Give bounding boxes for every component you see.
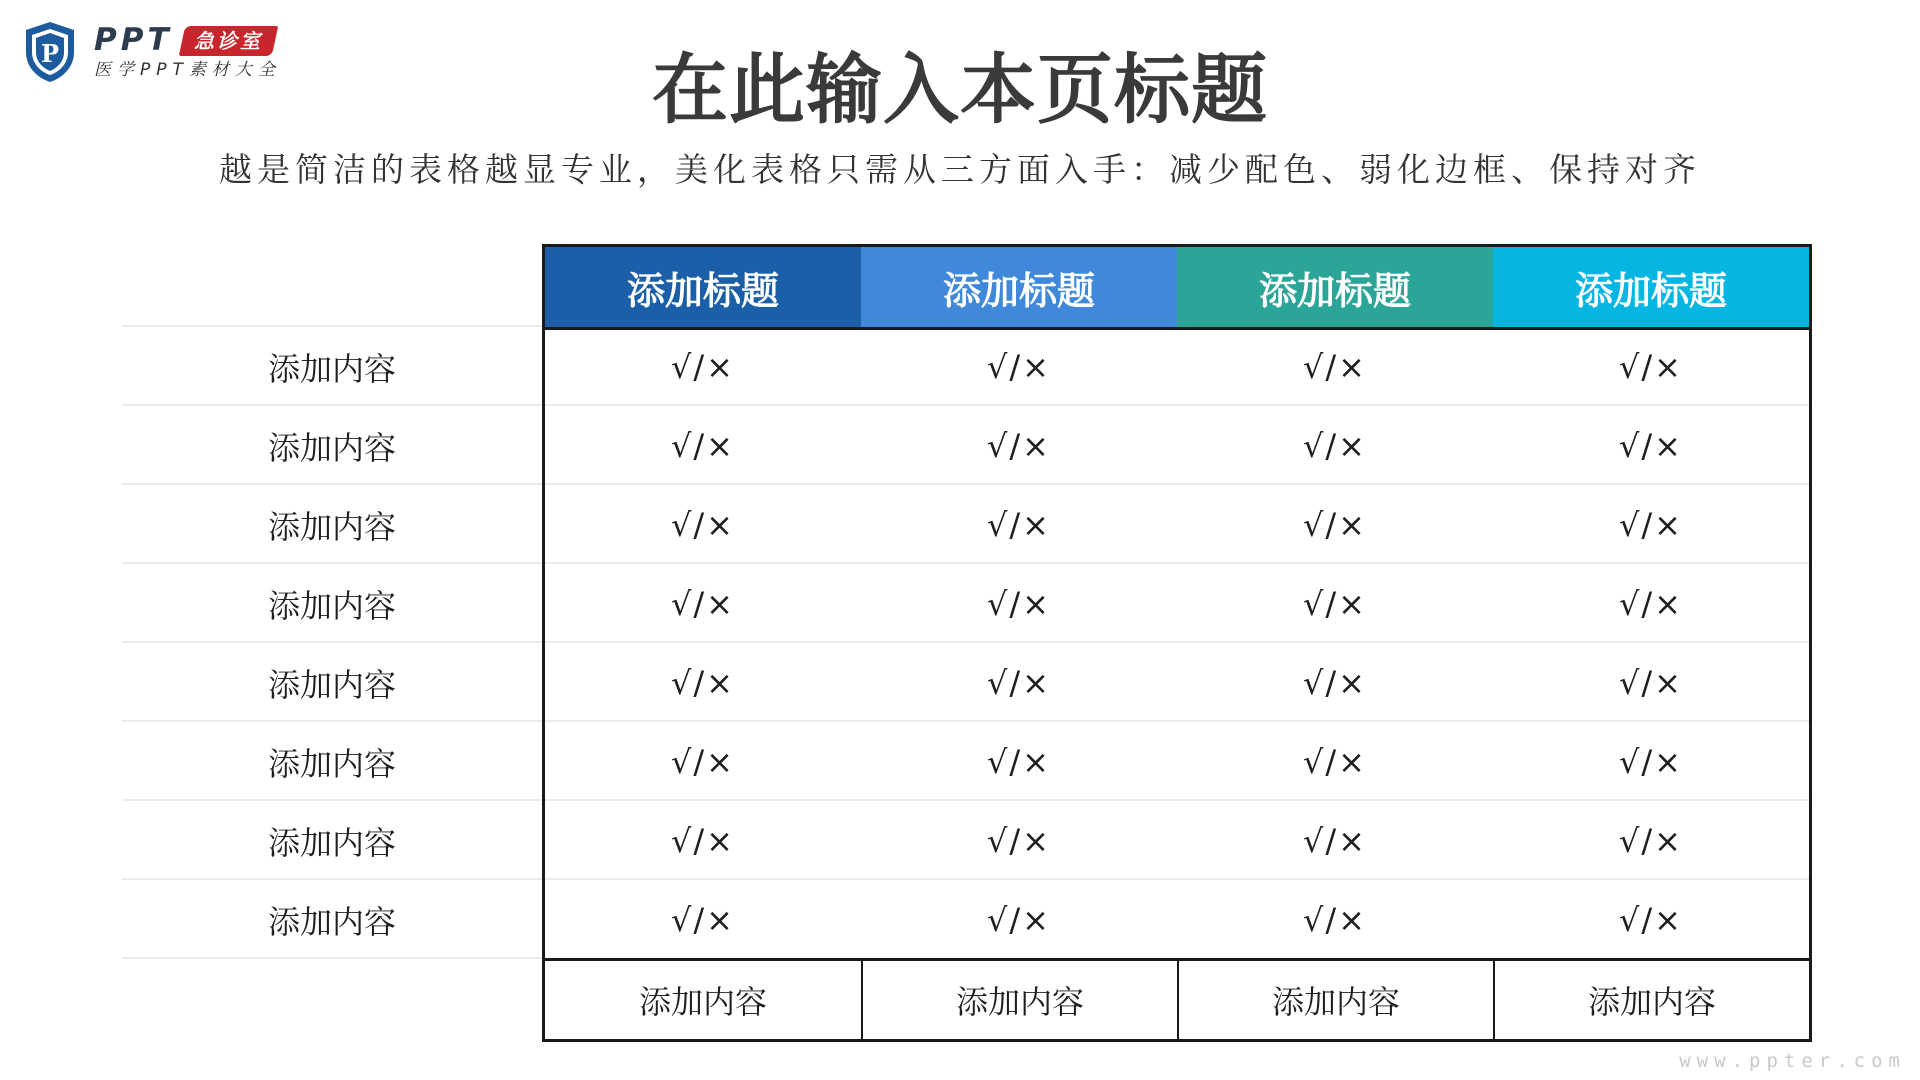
row-cells bbox=[545, 506, 1809, 544]
table-row bbox=[122, 406, 1810, 485]
table-cell: √/× bbox=[987, 663, 1051, 702]
table-cell: √/× bbox=[1619, 505, 1683, 544]
table-cell: √/× bbox=[671, 426, 735, 465]
table-cell: √/× bbox=[671, 821, 735, 860]
table-header-cell: 添加标题 bbox=[861, 247, 1177, 327]
table-header-cell: 添加标题 bbox=[545, 247, 861, 327]
row-label: 添加内容 bbox=[267, 349, 396, 388]
table-header-row bbox=[545, 247, 1809, 327]
row-label: 添加内容 bbox=[267, 902, 396, 941]
table-row bbox=[122, 880, 1810, 959]
row-cells bbox=[545, 348, 1809, 386]
table-row bbox=[122, 643, 1810, 722]
table-cell: √/× bbox=[1303, 663, 1367, 702]
table-header-cell: 添加标题 bbox=[1177, 247, 1493, 327]
row-label: 添加内容 bbox=[267, 507, 396, 546]
logo-tagline: 医学PPT素材大全 bbox=[94, 60, 281, 80]
table-cell: √/× bbox=[1619, 821, 1683, 860]
table-row bbox=[122, 327, 1810, 406]
table-footer-cell: 添加内容 bbox=[1493, 961, 1809, 1039]
table-cell: √/× bbox=[1303, 347, 1367, 386]
table-cell: √/× bbox=[1303, 821, 1367, 860]
table-cell: √/× bbox=[1619, 742, 1683, 781]
table-cell: √/× bbox=[987, 584, 1051, 623]
row-cells bbox=[545, 822, 1809, 860]
table-cell: √/× bbox=[1303, 426, 1367, 465]
page-subtitle: 越是简洁的表格越显专业，美化表格只需从三方面入手：减少配色、弱化边框、保持对齐 bbox=[219, 150, 1701, 189]
watermark: www.ppter.com bbox=[1679, 1050, 1906, 1072]
row-cells bbox=[545, 585, 1809, 623]
table-footer-cell: 添加内容 bbox=[638, 983, 767, 1021]
table-cell: √/× bbox=[671, 663, 735, 702]
table-header-cell: 添加标题 bbox=[1493, 247, 1809, 327]
row-cells bbox=[545, 427, 1809, 465]
row-label: 添加内容 bbox=[267, 823, 396, 862]
row-cells bbox=[545, 743, 1809, 781]
logo-brand: PPT bbox=[94, 22, 173, 58]
table-cell: √/× bbox=[1303, 900, 1367, 939]
table-cell: √/× bbox=[671, 742, 735, 781]
table-cell: √/× bbox=[987, 742, 1051, 781]
page-title: 在此输入本页标题 bbox=[652, 45, 1268, 134]
table-cell: √/× bbox=[671, 347, 735, 386]
logo-tag-text: 急诊室 bbox=[194, 29, 263, 53]
table-cell: √/× bbox=[1303, 505, 1367, 544]
table-footer-cell: 添加内容 bbox=[1177, 961, 1493, 1039]
table-cell: √/× bbox=[987, 347, 1051, 386]
table-cell: √/× bbox=[1619, 900, 1683, 939]
table-cell: √/× bbox=[987, 821, 1051, 860]
table-cell: √/× bbox=[671, 584, 735, 623]
table-cell: √/× bbox=[987, 426, 1051, 465]
table-cell: √/× bbox=[1619, 426, 1683, 465]
row-cells bbox=[545, 901, 1809, 939]
table-row bbox=[122, 722, 1810, 801]
table-cell: √/× bbox=[1619, 663, 1683, 702]
row-label: 添加内容 bbox=[267, 665, 396, 704]
row-label: 添加内容 bbox=[267, 744, 396, 783]
table-cell: √/× bbox=[987, 505, 1051, 544]
table-cell: √/× bbox=[1303, 584, 1367, 623]
table-cell: √/× bbox=[1303, 742, 1367, 781]
table-row bbox=[122, 485, 1810, 564]
table-cell: √/× bbox=[671, 900, 735, 939]
row-label: 添加内容 bbox=[267, 428, 396, 467]
row-label: 添加内容 bbox=[267, 586, 396, 625]
table-cell: √/× bbox=[671, 505, 735, 544]
table-footer-cell: 添加内容 bbox=[861, 961, 1177, 1039]
table-cell: √/× bbox=[1619, 347, 1683, 386]
table-cell: √/× bbox=[1619, 584, 1683, 623]
row-cells bbox=[545, 664, 1809, 702]
table-footer-row bbox=[545, 961, 1809, 1039]
table-row bbox=[122, 564, 1810, 643]
table-cell: √/× bbox=[987, 900, 1051, 939]
shield-letter: P bbox=[40, 39, 60, 68]
table-row bbox=[122, 801, 1810, 880]
